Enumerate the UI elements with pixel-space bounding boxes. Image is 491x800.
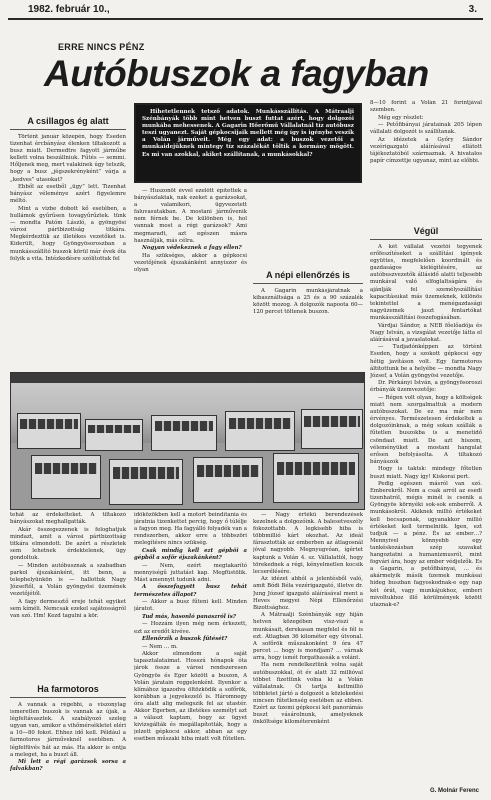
paragraph: — Minden autóbusznak a szabadban parkol éjszakánként, itt benn, a telephelyünkön is — hallottuk Nagy Józseftől, a Volán gyöngyösi üzemének vezetőjétől. — [10, 562, 126, 598]
paragraph: — Tudjadónképpen az történt Eseden, hogy a szokott gépkocsi egy hétig javításon volt. Egy farmotoros áltitottunk be a helyébe — mondta Nagy József, a Volán gyöngyösi vezetője. — [370, 344, 482, 379]
article-kicker: ERRE NINCS PÉNZ — [58, 42, 145, 52]
paragraph: — Akkor a busz fűteni kell. Minden járatot. — [134, 599, 247, 613]
intro-text: Hihetetlennek tetsző adatok. Munkásszállítás. A Mátraalji Szénbányák több mint hetven buszt futtat azért, hogy dolgozói munkába mehessenek. A Gagarin Hőerőmű Vállalatnál tíz autóbusz teszi ugyanezt. Saját gépkocsijaik mellett még így is igénybe veszik a Volán járműveit. Még egy adat: a buszok vezetői a munkaidejüknek mintegy tíz százalékát töltik a kormány mögött. Es mi van azokkal, akiket szállítanak, a munkásokkal? — [142, 109, 354, 158]
column-2-bottom — [134, 512, 247, 796]
paragraph: Akkor elmondom a saját tapasztalataimat. Hosszú hónapok óta járok össze a városi rendszeresen Gyöngyös és Eger között a buszon, A Volán járatain reggelenként. Ilyenkor a klímához igazodva öltözködik a sofőrök, korábban a jegyekezelő is. Háromnegy óra alatt alig melegszik fel az utastér. Akkor Egerben, az illetékes személyt azt a választ kaptam, hogy az ügyet kivizsgálták és megállapították, hogy a jelzett gépkocsi akkor, abban az egy esetben műszaki hiba miatt volt fűtetlen. — [134, 651, 247, 743]
paragraph: A Gagarin munkásjáratnak a kibasználtsága a 25 és a 90 százalék között mozog. A dolgozók napoota 60—120 percet töltenek buszon. — [253, 288, 363, 316]
paragraph: Történt január közepén, hogy Eseden tizenhat ércbányász élenken tiltakozott a busz miatt. Dermedtre fagyott járműbe kellett volna beszállniuk. Fűtés — semmi. Hőljenek meg, mert valakinek úgy tetszik, hogy a busz „jégszekrényként” várja a „kedves” utasokat? — [10, 134, 126, 183]
column-1-farm — [10, 702, 126, 796]
question: Tud más, hasonló panaszról is? — [142, 613, 236, 620]
paragraph: Ha szükséges, akkor a gépkocsi vezetőjének éjszakánként annyiszor és olyan — [134, 252, 247, 274]
boxed-intro — [134, 103, 362, 183]
paragraph: — Huszonöt évvel ezelőtt építettek a bányászlaktak, nak ezeket a garázsokat, a valamikori, ügyvezetett faluvasutakban. A mostani járművenik nem férnek be. De különben is, hol vannak most a régi garázsok? Ami megmaradt, azt egészen másra használják, más célra. — [134, 188, 247, 244]
paragraph: Mint a vizbe dobott kő esetében, a hullámok gyűrűsen tovagyűrűztek. tünk — mondta Patóm László, a gyöngyösi városi pártbizottság titkára. Megkérdeztük az illetékes vezetőket is. Kiderült, hogy Gyöngyösoroszban a munkásszállító buszok körül már évek óta folyik a vita. Intézkedésre szólítottuk fel — [10, 205, 126, 262]
photo-buses-in-snow — [10, 372, 365, 510]
column-3-bottom — [253, 512, 363, 796]
question: Ellenőrzik a buszok fűtését? — [142, 636, 228, 643]
column-4-bottom — [370, 244, 482, 784]
paragraph: időközökben kell a motort beindítania és járatnia tizenkettet percig, hogy ő túlélje a fagyon meg. Ha fagyálló folyadék van a rendszerben, akkor erre a többszöri melegítésre nincs szükség. — [134, 512, 247, 547]
paragraph: A vannak a régebbi, a viszonylag ismeretlen buszok is vannak az újak, a légfeltávasztek. A szabályozó szeleg ugyan van, amikor a vihőmérsékletet eléri a 10—80 fokot. Ehhez idő kell. Például a farmotoros járműveknél esetében. A légfelfüvés hát az más. Ha akkor is ontja a meleget, ha a buszt áll. — [10, 702, 126, 758]
question: A összefagyott busz tehát természetes állapot? — [134, 584, 247, 598]
paragraph: — Hozzám ilyen még nem érkezett, ezt az eredőt kivéve. — [134, 621, 247, 635]
paragraph: A Mátraalji Szénbányák egy hiján hetven közegében visz-viszi a munkásait, derekasan megfelel és fél is ezt. Átlagban 36 kilométer egy útvonal. A sofőrök műszakonként 9 óra 47 percet … hogy is mondjam? … várnak arra, hogy ismét forgathassák a volánt. — [253, 612, 363, 661]
paragraph: Az idézet abból a jelentésből való, amit Bódi Béla vezérigazgató, illetve dr. Jung József igazgató aláírásával ment a Heves megyei Népi Ellenőrzési Bizottsághoz. — [253, 576, 363, 611]
question: Mi lett a régi garázsok sorsa a falvakban? — [10, 759, 126, 773]
column-4-top — [370, 100, 482, 220]
paragraph: Akár összegezzenek is feloghatjuk mindazt, amit a városi pártbizottság titkára elmondott. De azért a részletek sem lehetnek érdektelenek, ügy gondoltuk. — [10, 526, 126, 562]
paragraph: Ebből az esetből „ügy” lett. Tizenhat bányász véleménye azért figyelemre méltó. — [10, 184, 126, 205]
subhead-farmotoros: Ha farmotoros — [10, 684, 126, 698]
paragraph: Pedig egészen másról van szó. Emberekről. Nem a csak arról az esedi tizenhatról, mégis minél is csenik a Gyöngyös környéki sok-sok emberről. A munkásokról. Akiknek millió értékeket kell becsaponak, ugyanakkor millió értékeket kell termelniük. Igen, ezt tudjuk — a pénz. És az ember…? Mennyivel könnyebb egy tankéskozásban szép szavakat hangoztatni a humanizmusról, mint fogvári ára, hogy az ember védjelzők. Es a Gagarin, a petőfibányai, … és akármelyik másik üzemek munkásai hideg buszban fagyoskodnak-e egy nap két órát, vagy munkájukhoz, emberi mivoltukhoz illő körülmények között utaznak-e? — [370, 481, 482, 608]
paragraph: — Nagy értékű berendezések kezelnek a dolgozóink. A balesetveszély fokozottabb. A legkisebb hiba is többmillió kárt okozhat. Az ideál fárasztották az emberben az átlagosnál jóval nagyobb. Megnyugvóan, ígértet kaptunk a Volán 4. sz. Vállalattól, hogy törekednek a régi, kényelmetlen kocsik lecserélésére. — [253, 512, 363, 575]
paragraph: Az idézetek a Győry Sándor vezérigazgató aláírásával ellátott tájékoztatóból származnak. A hivatalos papír címzettje ugyanaz, mint az előbbi. — [370, 136, 482, 165]
paragraph: Ha nem rendelkeztünk volna saját autóbuszokkal, ót év alatt 32 millióval többet fizettünk volna ki a Volán vállalatnak. Ói tartja keltmillió többletet jártó a dolgozót a közlekedési nincsen fűtetlenség esetében az ebben. Ezért az üzemi gépkocsi két panorámás buszt vásárolnunk, amelyeknek önköltsége kilométerenként — [253, 662, 363, 726]
paragraph: — Nem, ezért megtakarító mennyiségű juttatást kap. Megfüstölik. Mást amennyit tudunk adni. — [134, 562, 247, 583]
column-1-top — [10, 134, 126, 370]
article-headline: Autóbuszok a fagyban — [44, 53, 429, 94]
question: Nogyan védekeznek a fagy ellen? — [142, 245, 242, 252]
author-signature: G. Molnár Ferenc — [429, 788, 479, 794]
issue-date: 1982. február 10., — [28, 4, 110, 15]
subhead-csillagos: A csillagos ég alatt — [10, 116, 126, 130]
masthead — [8, 2, 483, 20]
question: Csak mindig kell ezt gépbői a gépből a sofőr éjszakánként? — [134, 547, 247, 562]
paragraph: — Nem … m. — [142, 643, 178, 650]
paragraph: A két vállalat vezetői tegyenek erőfeszítéseket a szállítási igények együttes, megfelelően koordinált és gazdaságos kielégítésére, az autóbuszvezetők állásidő alatti teljesebb munkával való elfoglaltságára és ajánlják fel személyszállítási kapacitásukat más üzemeknek, különös tekintettel a menégazdasági nagyüzemek jaszt fentartókat munkásszállítási összefogásában. — [370, 244, 482, 321]
paragraph: — Régen volt olyan, hogy a költségek miatt nem szorgalmattuk a modern autóbuszokat. De ez ma már nem érvényes. Természetesen érdekeltek a dolgozóinknak, a még sokan szállák a fűtetlen buszokba is a menetidő csöndaat miatt. De azt hiszem, véleményüket a mostani hangulat erősen befolyásolta. A tiltakozó bányászok — [370, 394, 482, 465]
column-3-top — [253, 288, 363, 370]
paragraph: Hogy is taktsk: mindegy főtetlen buszt miatt. Nagy így! Kiskorai pert. — [370, 466, 482, 480]
subhead-nepi-ellenorzes: A népi ellenőrzés is — [253, 270, 363, 284]
column-1-bottom — [10, 512, 126, 682]
paragraph: Még egy részlet: — [378, 114, 424, 121]
page-number: 3. — [468, 4, 477, 15]
paragraph: A fagy dermesztő ereje tehát egyiket sem kíméli. Nemcsak ezekel sajátosságról van szó. Hm! Kezd tagulni a kör. — [10, 598, 126, 619]
paragraph: 8—10 forint a Volán 21 forintjával szemben. — [370, 100, 482, 114]
column-2-top — [134, 188, 247, 370]
paragraph: Dr. Pérkányi István, a gyöngyösoroszi érbányák üzemvezetője: — [370, 380, 482, 394]
paragraph: — Petőfibányai járatainak 205 lépen vállalati dolgozót is szállítanak. — [370, 122, 482, 136]
subhead-vegul: Végül — [370, 226, 482, 240]
paragraph: tehát az érdekelteket. A tiltakozó bányászokat meghallgatták. — [10, 512, 126, 526]
paragraph: Várdjai Sándor, a NEB főelőadója és Nagy István, a vizsgálat vezetője látta el aláírásával a javaslatokat. — [370, 322, 482, 343]
